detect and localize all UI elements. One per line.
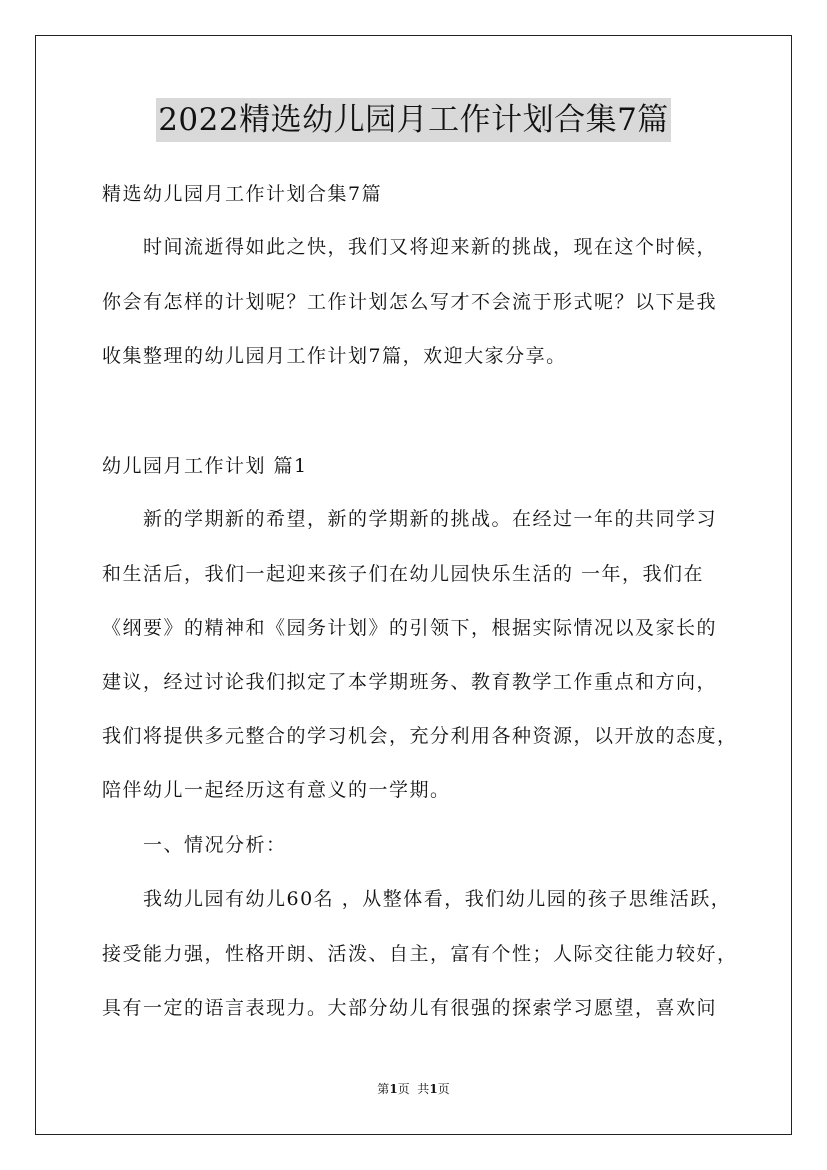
footer-mid: 页 共 <box>397 1082 430 1096</box>
intro-line: 你会有怎样的计划呢？工作计划怎么写才不会流于形式呢？以下是我 <box>102 291 718 313</box>
footer-prefix: 第 <box>377 1082 390 1096</box>
document-subtitle: 精选幼儿园月工作计划合集7篇 <box>102 183 383 205</box>
analysis-line: 接受能力强，性格开朗、活泼、自主，富有个性；人际交往能力较好， <box>102 943 738 965</box>
document-title: 2022精选幼儿园月工作计划合集7篇 <box>156 98 671 142</box>
analysis-heading: 一、情况分析： <box>143 834 287 856</box>
section-line: 和生活后，我们一起迎来孩子们在幼儿园快乐生活的 一年，我们在 <box>102 563 705 585</box>
analysis-line: 具有一定的语言表现力。大部分幼儿有很强的探索学习愿望，喜欢问 <box>102 997 718 1019</box>
title-wrap <box>0 98 827 142</box>
section-heading: 幼儿园月工作计划 篇1 <box>102 455 308 477</box>
section-line: 新的学期新的希望，新的学期新的挑战。在经过一年的共同学习 <box>143 508 718 530</box>
page-footer <box>0 1081 827 1097</box>
section-line: 建议，经过讨论我们拟定了本学期班务、教育教学工作重点和方向， <box>102 671 718 693</box>
intro-line: 收集整理的幼儿园月工作计划7篇，欢迎大家分享。 <box>102 345 567 367</box>
section-line: 《纲要》的精神和《园务计划》的引领下，根据实际情况以及家长的 <box>102 617 718 639</box>
section-line: 我们将提供多元整合的学习机会，充分利用各种资源，以开放的态度， <box>102 725 738 747</box>
footer-page-total: 1 <box>429 1082 438 1096</box>
footer-page-current: 1 <box>389 1082 398 1096</box>
footer-suffix: 页 <box>437 1082 450 1096</box>
section-line: 陪伴幼儿一起经历这有意义的一学期。 <box>102 779 451 801</box>
intro-line: 时间流逝得如此之快，我们又将迎来新的挑战，现在这个时候， <box>143 236 718 258</box>
analysis-line: 我幼儿园有幼儿60名 ，从整体看，我们幼儿园的孩子思维活跃， <box>143 888 732 910</box>
